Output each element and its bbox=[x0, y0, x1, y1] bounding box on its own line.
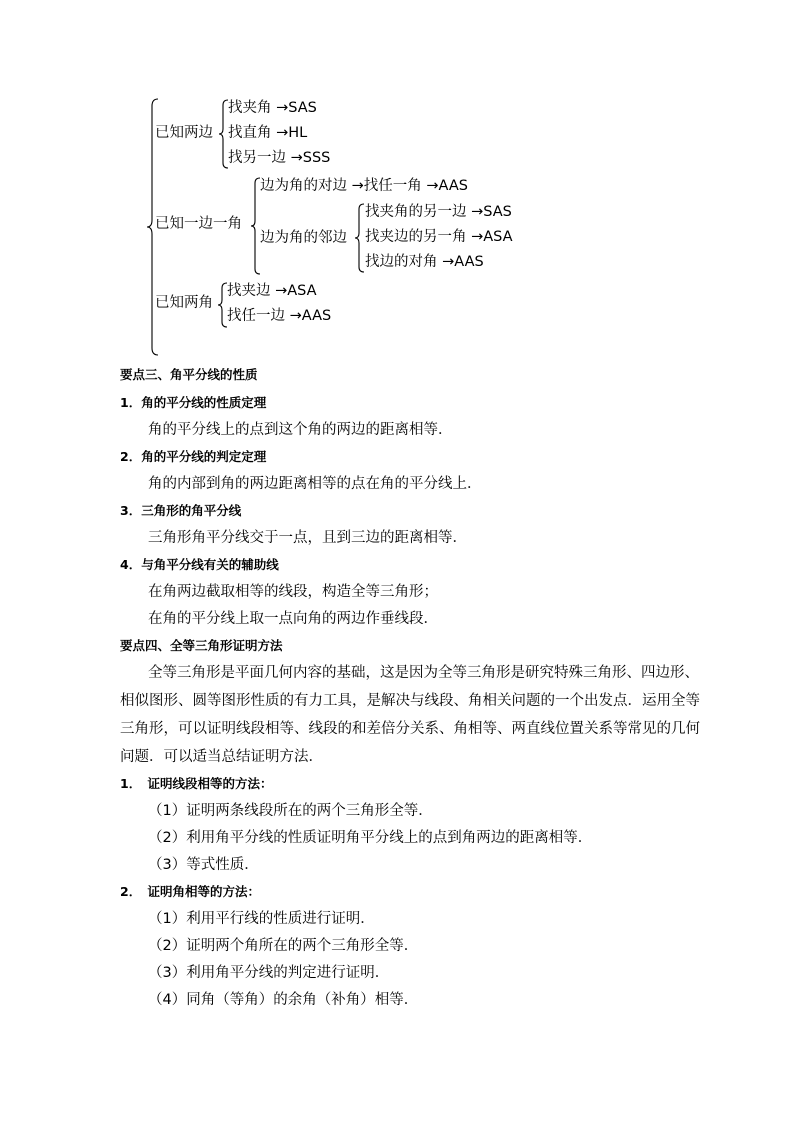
method-title: 2． 证明角相等的方法： bbox=[120, 884, 260, 899]
method-item: （3）利用角平分线的判定进行证明． bbox=[148, 965, 390, 981]
section3-item-text: 角的平分线上的点到这个角的两边的距离相等． bbox=[148, 422, 453, 438]
adjacent-item: 找边的对角 →AAS bbox=[365, 254, 484, 270]
two-sides-item: 找另一边 →SSS bbox=[228, 150, 331, 166]
section4-paragraph-line: 问题．可以适当总结证明方法． bbox=[120, 749, 323, 765]
section4-paragraph-line: 全等三角形是平面几何内容的基础，这是因为全等三角形是研究特殊三角形、四边形、 bbox=[148, 665, 699, 681]
section4-title: 要点四、全等三角形证明方法 bbox=[120, 638, 283, 653]
section3-item-text: 三角形角平分线交于一点，且到三边的距离相等． bbox=[148, 530, 467, 546]
section4-paragraph-line: 三角形，可以证明线段相等、线段的和差倍分关系、角相等、两直线位置关系等常见的几何 bbox=[120, 721, 700, 737]
method-item: （2）证明两个角所在的两个三角形全等． bbox=[148, 938, 419, 954]
two-sides-item: 找直角 →HL bbox=[228, 125, 308, 141]
adjacent-item: 找夹边的另一角 →ASA bbox=[365, 229, 513, 245]
section3-item-title: 3．三角形的角平分线 bbox=[120, 503, 242, 518]
two-sides-item: 找夹角 →SAS bbox=[228, 100, 317, 116]
method-title: 1． 证明线段相等的方法： bbox=[120, 776, 273, 791]
section3-item-text: 在角的平分线上取一点向角的两边作垂线段． bbox=[148, 611, 438, 627]
method-item: （1）利用平行线的性质进行证明． bbox=[148, 911, 375, 927]
method-item: （3）等式性质． bbox=[148, 857, 259, 873]
section3-item-text: 角的内部到角的两边距离相等的点在角的平分线上． bbox=[148, 476, 482, 492]
method-item: （2）利用角平分线的性质证明角平分线上的点到角两边的距离相等． bbox=[148, 830, 593, 846]
adjacent-item: 找夹角的另一边 →SAS bbox=[365, 204, 512, 220]
section3-title: 要点三、角平分线的性质 bbox=[120, 367, 258, 382]
side-opposite-line: 边为角的对边 →找任一角 →AAS bbox=[260, 178, 468, 194]
case-two-angles-label: 已知两角 bbox=[155, 295, 213, 311]
section3-item-title: 1．角的平分线的性质定理 bbox=[120, 395, 267, 410]
section3-item-text: 在角两边截取相等的线段，构造全等三角形； bbox=[148, 584, 438, 600]
method-item: （4）同角（等角）的余角（补角）相等． bbox=[148, 992, 419, 1008]
side-adjacent-label: 边为角的邻边 bbox=[260, 230, 347, 246]
two-angles-item: 找夹边 →ASA bbox=[227, 283, 317, 299]
section4-paragraph-line: 相似图形、圆等图形性质的有力工具，是解决与线段、角相关问题的一个出发点．运用全等 bbox=[120, 693, 700, 709]
method-item: （1）证明两条线段所在的两个三角形全等． bbox=[148, 803, 433, 819]
section3-item-title: 4．与角平分线有关的辅助线 bbox=[120, 557, 279, 572]
section3-item-title: 2．角的平分线的判定定理 bbox=[120, 449, 267, 464]
case-two-sides-label: 已知两边 bbox=[155, 125, 213, 141]
case-side-angle-label: 已知一边一角 bbox=[155, 216, 242, 232]
two-angles-item: 找任一边 →AAS bbox=[227, 308, 332, 324]
